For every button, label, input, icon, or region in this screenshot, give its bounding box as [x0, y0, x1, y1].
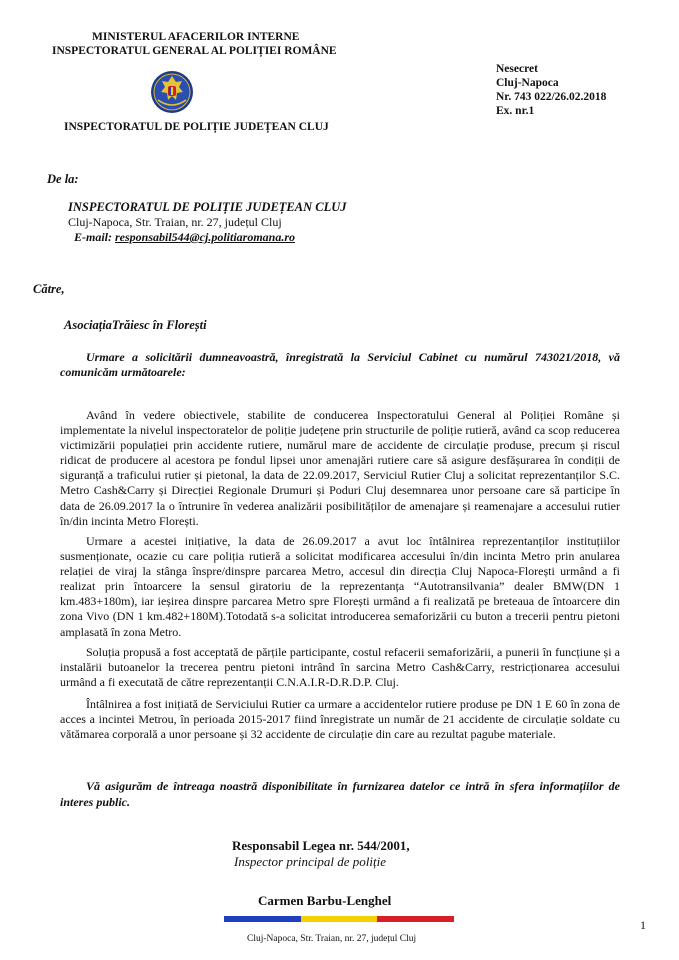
closing-paragraph: Vă asigurăm de întreaga noastră disponibilitate în furnizarea datelor ce intră în sfera informațiilor de interes public. — [60, 779, 620, 809]
recipient-name: AsociațiaTrăiesc în Florești — [64, 318, 207, 332]
flag-red — [377, 916, 454, 922]
signature-title: Inspector principal de poliție — [234, 854, 387, 869]
email-label: E-mail: — [74, 230, 112, 244]
email-link[interactable]: responsabil544@cj.politiaromana.ro — [115, 230, 296, 244]
tricolor-footer-bar — [224, 916, 454, 922]
flag-blue — [224, 916, 301, 922]
body-paragraph-3: Soluția propusă a fost acceptată de părțile participante, costul refacerii semaforizării, a punerii în funcțiune și a instalării butoanelor la trecerea pentru pietoni intrând în sarcina Metro Cash&Carry, restricționarea accesului urmând a fi executată de către reprezentanții C.N.A.I.R-D.R.D.P. Cluj. — [60, 645, 620, 690]
ministry-name: MINISTERUL AFACERILOR INTERNE — [92, 31, 300, 43]
city: Cluj-Napoca — [496, 77, 559, 89]
sender-address: Cluj-Napoca, Str. Traian, nr. 27, județul Cluj — [68, 215, 282, 229]
registration-number: Nr. 743 022/26.02.2018 — [496, 91, 607, 103]
flag-yellow — [301, 916, 378, 922]
inspectorate-county-name: INSPECTORATUL DE POLIȚIE JUDEȚEAN CLUJ — [64, 121, 329, 133]
romanian-police-coat-of-arms-icon — [150, 70, 194, 114]
signature-role: Responsabil Legea nr. 544/2001, — [232, 838, 410, 853]
sender-email-row — [74, 230, 295, 245]
page-number: 1 — [640, 918, 646, 932]
sender-organization: INSPECTORATUL DE POLIȚIE JUDEȚEAN CLUJ — [68, 200, 347, 214]
body-paragraph-1: Având în vedere obiectivele, stabilite de conducerea Inspectoratului General al Poliției Române și implementate la nivelul inspectoratelor de poliție județene prin structurile de poliție rutieră, având ca scop reducerea victimizării populației prin accidente rutiere, numărul mare de accidente de circulație produse, precum și riscul ridicat de producere al acestora pe fondul lipsei unor amenajări rutiere care să asigure desfășurarea în condiții de siguranță a traficului rutier și pietonal, la data de 22.09.2017, Serviciul Rutier Cluj a solicitat reprezentanților S.C. Metro Cash&Carry și Direcției Regionale Drumuri și Poduri Cluj desemnarea unor persoane care să participe în data de 26.09.2017 la o întrunire în vederea analizării posibilităților de amenajare și reamenajare a accesului rutier în/din incinta Metro Florești. — [60, 408, 620, 528]
from-label: De la: — [47, 172, 79, 186]
classification: Nesecret — [496, 63, 538, 75]
to-label: Către, — [33, 282, 65, 296]
footer-address: Cluj-Napoca, Str. Traian, nr. 27, județul Cluj — [247, 934, 417, 944]
inspectorate-general-name: INSPECTORATUL GENERAL AL POLIȚIEI ROMÂNE — [52, 45, 337, 57]
body-paragraph-2: Urmare a acestei inițiative, la data de 26.09.2017 a avut loc întâlnirea reprezentanților instituțiilor susmenționate, ocazie cu care poliția rutieră a solicitat modificarea accesului în/din incinta Metro prin anularea relației de viraj la stânga înspre/dinspre parcarea Metro, accesul din direcția Cluj Napoca-Florești urmând a fi realizat prin întoarcere la sensul giratoriu de la reprezentanța “Autotransilvania” dealer BMW(DN 1 km.483+180m), iar ieșirea dinspre parcarea Metro spre Florești urmând a fi realizată pe breteaua de întoarcere din zona Vivo (DN 1 km.482+180M).Totodată s-a solicitat introducerea semaforizării cu buton a trecerii pentru pietoni amplasată în zona Metro. — [60, 534, 620, 639]
signatory-name: Carmen Barbu-Lenghel — [258, 893, 392, 908]
body-paragraph-4: Întâlnirea a fost inițiată de Serviciului Rutier ca urmare a accidentelor rutiere produse pe DN 1 E 60 în zona de acces a incintei Metrou, în perioada 2015-2017 fiind înregistrate un număr de 21 accidente de circulație soldate cu vătămarea corporală a unor persoane și 32 accidente de circulație din care au rezultat pagube materiale. — [60, 697, 620, 742]
copy-number: Ex. nr.1 — [496, 105, 535, 117]
intro-paragraph: Urmare a solicitării dumneavoastră, înregistrată la Serviciul Cabinet cu numărul 743021/2018, vă comunicăm următoarele: — [60, 350, 620, 379]
